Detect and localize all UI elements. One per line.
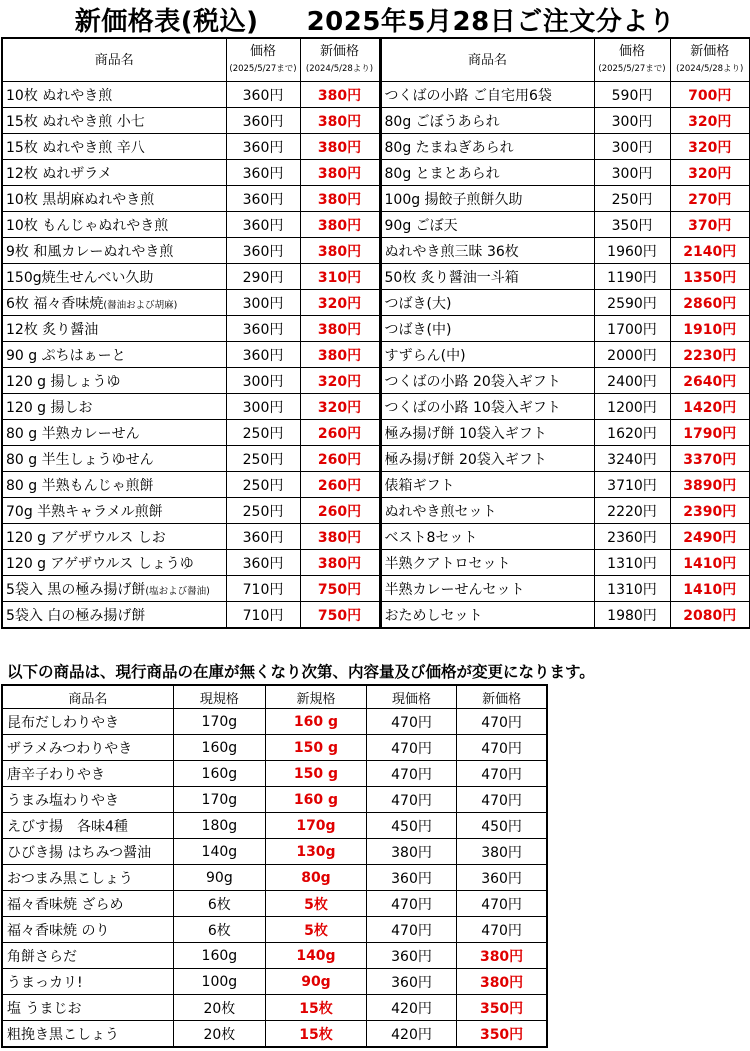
new-spec: 140g bbox=[266, 943, 367, 969]
current-price: 450円 bbox=[366, 813, 456, 839]
product-name-right bbox=[380, 472, 594, 498]
new-price-left: 320円 bbox=[300, 368, 380, 394]
header-product-name: 商品名 bbox=[2, 685, 173, 709]
product-name-text: ぬれやき煎三昧 36枚 bbox=[384, 243, 519, 260]
new-price: 360円 bbox=[457, 865, 547, 891]
product-name-text: 12枚 ぬれザラメ bbox=[6, 165, 112, 182]
product-name-text: 90g ごぼ天 bbox=[384, 217, 458, 234]
product-name-text: つくばの小路 20袋入ギフト bbox=[384, 373, 561, 390]
product-name: ひびき揚 はちみつ醤油 bbox=[2, 839, 173, 865]
old-price-left: 360円 bbox=[226, 186, 300, 212]
product-name-text: 15枚 ぬれやき煎 辛八 bbox=[6, 139, 145, 156]
product-name-right bbox=[380, 368, 594, 394]
product-name-right bbox=[380, 212, 594, 238]
current-spec: 6枚 bbox=[173, 917, 265, 943]
new-price-right: 2490円 bbox=[670, 524, 750, 550]
new-price-left: 750円 bbox=[300, 576, 380, 602]
old-price-left: 710円 bbox=[226, 602, 300, 629]
price-table-header bbox=[2, 38, 750, 82]
old-price-left: 250円 bbox=[226, 446, 300, 472]
new-price-right: 1790円 bbox=[670, 420, 750, 446]
table-row bbox=[2, 813, 547, 839]
new-spec: 15枚 bbox=[266, 995, 367, 1021]
product-name-left bbox=[2, 420, 226, 446]
new-price: 350円 bbox=[457, 995, 547, 1021]
product-name-text: 100g 揚餃子煎餅久助 bbox=[384, 191, 523, 208]
new-price-right: 2230円 bbox=[670, 342, 750, 368]
product-name-text: 80 g 半熟もんじゃ煎餅 bbox=[6, 477, 154, 494]
product-name-text: 俵箱ギフト bbox=[384, 477, 455, 494]
product-name-left bbox=[2, 550, 226, 576]
price-table bbox=[1, 37, 750, 629]
header-new-price-right: 新価格 (2024/5/28より) bbox=[670, 38, 750, 82]
new-price-left: 380円 bbox=[300, 212, 380, 238]
old-price-left: 300円 bbox=[226, 290, 300, 316]
header-price-right: 価格 (2025/5/27まで) bbox=[594, 38, 670, 82]
new-price-right: 2640円 bbox=[670, 368, 750, 394]
table-row bbox=[2, 550, 750, 576]
product-name-left bbox=[2, 186, 226, 212]
product-name-right bbox=[380, 342, 594, 368]
product-name-left bbox=[2, 264, 226, 290]
product-name: 塩 うまじお bbox=[2, 995, 173, 1021]
old-price-left: 300円 bbox=[226, 394, 300, 420]
new-spec: 90g bbox=[266, 969, 367, 995]
old-price-left: 360円 bbox=[226, 316, 300, 342]
product-name-left bbox=[2, 472, 226, 498]
new-price: 450円 bbox=[457, 813, 547, 839]
table-row bbox=[2, 865, 547, 891]
old-price-left: 360円 bbox=[226, 238, 300, 264]
product-name: ザラメみつわりやき bbox=[2, 735, 173, 761]
new-price-left: 380円 bbox=[300, 108, 380, 134]
page-title bbox=[0, 0, 750, 38]
product-name-note: (醤油および胡麻) bbox=[103, 299, 178, 311]
spec-table-header bbox=[2, 685, 547, 709]
new-price-right: 320円 bbox=[670, 160, 750, 186]
table-row bbox=[2, 943, 547, 969]
product-name-text: 120 g アゲザウルス しょうゆ bbox=[6, 555, 194, 572]
old-price-right: 300円 bbox=[594, 108, 670, 134]
table-row bbox=[2, 446, 750, 472]
old-price-right: 1980円 bbox=[594, 602, 670, 629]
header-name: 商品名 bbox=[2, 38, 226, 82]
product-name-text: つばき(中) bbox=[384, 321, 452, 338]
current-price: 420円 bbox=[366, 1021, 456, 1048]
new-price-left: 380円 bbox=[300, 134, 380, 160]
product-name: うまっカリ! bbox=[2, 969, 173, 995]
spec-change-table bbox=[1, 684, 548, 1048]
product-name-left bbox=[2, 82, 226, 108]
table-row bbox=[2, 498, 750, 524]
old-price-left: 360円 bbox=[226, 550, 300, 576]
old-price-right: 2360円 bbox=[594, 524, 670, 550]
new-price: 470円 bbox=[457, 787, 547, 813]
current-spec: 170g bbox=[173, 787, 265, 813]
product-name-right bbox=[380, 238, 594, 264]
table-row bbox=[2, 134, 750, 160]
old-price-left: 300円 bbox=[226, 368, 300, 394]
old-price-left: 360円 bbox=[226, 134, 300, 160]
product-name-note: (塩および醤油) bbox=[145, 585, 210, 597]
old-price-left: 250円 bbox=[226, 472, 300, 498]
new-price-left: 260円 bbox=[300, 498, 380, 524]
current-spec: 160g bbox=[173, 761, 265, 787]
product-name-right bbox=[380, 602, 594, 629]
table-row bbox=[2, 316, 750, 342]
product-name-text: 10枚 もんじゃぬれやき煎 bbox=[6, 217, 169, 234]
table-row bbox=[2, 1021, 547, 1048]
table-row bbox=[2, 368, 750, 394]
current-price: 360円 bbox=[366, 865, 456, 891]
product-name-text: 5袋入 黒の極み揚げ餅 bbox=[6, 581, 146, 598]
product-name: うまみ塩わりやき bbox=[2, 787, 173, 813]
product-name: えびす揚 各味4種 bbox=[2, 813, 173, 839]
old-price-right: 2220円 bbox=[594, 498, 670, 524]
product-name-right bbox=[380, 82, 594, 108]
current-spec: 90g bbox=[173, 865, 265, 891]
new-price: 470円 bbox=[457, 735, 547, 761]
product-name-text: 極み揚げ餅 20袋入ギフト bbox=[384, 451, 547, 468]
current-price: 360円 bbox=[366, 969, 456, 995]
table-row bbox=[2, 264, 750, 290]
new-price: 470円 bbox=[457, 761, 547, 787]
new-price: 380円 bbox=[457, 969, 547, 995]
product-name-left bbox=[2, 108, 226, 134]
product-name-right bbox=[380, 394, 594, 420]
product-name: 福々香味焼 のり bbox=[2, 917, 173, 943]
new-price-left: 310円 bbox=[300, 264, 380, 290]
product-name-left bbox=[2, 134, 226, 160]
new-price: 380円 bbox=[457, 839, 547, 865]
new-price-left: 380円 bbox=[300, 550, 380, 576]
product-name-right bbox=[380, 550, 594, 576]
product-name-left bbox=[2, 446, 226, 472]
product-name-right bbox=[380, 108, 594, 134]
product-name-right bbox=[380, 160, 594, 186]
new-price-right: 270円 bbox=[670, 186, 750, 212]
old-price-right: 2000円 bbox=[594, 342, 670, 368]
product-name-right bbox=[380, 316, 594, 342]
product-name-text: つばき(大) bbox=[384, 295, 452, 312]
table-row bbox=[2, 761, 547, 787]
table-row bbox=[2, 394, 750, 420]
product-name-text: 120 g アゲザウルス しお bbox=[6, 529, 166, 546]
product-name: 粗挽き黒こしょう bbox=[2, 1021, 173, 1048]
table-row bbox=[2, 602, 750, 629]
current-spec: 100g bbox=[173, 969, 265, 995]
current-price: 470円 bbox=[366, 787, 456, 813]
new-spec: 170g bbox=[266, 813, 367, 839]
product-name-text: 6枚 福々香味焼 bbox=[6, 295, 104, 312]
current-price: 470円 bbox=[366, 709, 456, 735]
product-name-left bbox=[2, 342, 226, 368]
product-name-text: 5袋入 白の極み揚げ餅 bbox=[6, 607, 146, 624]
product-name-text: 半熟クアトロセット bbox=[384, 555, 511, 572]
new-price-right: 3890円 bbox=[670, 472, 750, 498]
product-name-text: 10枚 黒胡麻ぬれやき煎 bbox=[6, 191, 155, 208]
product-name-text: 半熟カレーせんセット bbox=[384, 581, 525, 598]
new-price: 470円 bbox=[457, 709, 547, 735]
new-price-right: 2080円 bbox=[670, 602, 750, 629]
current-price: 470円 bbox=[366, 917, 456, 943]
old-price-left: 360円 bbox=[226, 212, 300, 238]
current-price: 380円 bbox=[366, 839, 456, 865]
change-notice: 以下の商品は、現行商品の在庫が無くなり次第、内容量及び価格が変更になります。 bbox=[7, 663, 595, 681]
header-price: 価格 (2025/5/27まで) bbox=[226, 38, 300, 82]
new-price-left: 380円 bbox=[300, 160, 380, 186]
product-name-left bbox=[2, 576, 226, 602]
product-name-text: 90 g ぷちはぁーと bbox=[6, 347, 126, 364]
new-price: 470円 bbox=[457, 891, 547, 917]
old-price-right: 1960円 bbox=[594, 238, 670, 264]
old-price-right: 350円 bbox=[594, 212, 670, 238]
new-price-left: 320円 bbox=[300, 290, 380, 316]
product-name-right bbox=[380, 524, 594, 550]
new-price-left: 260円 bbox=[300, 446, 380, 472]
old-price-left: 710円 bbox=[226, 576, 300, 602]
old-price-left: 250円 bbox=[226, 420, 300, 446]
product-name-text: ベスト8セット bbox=[384, 529, 478, 546]
new-price-left: 380円 bbox=[300, 524, 380, 550]
product-name: 角餅さらだ bbox=[2, 943, 173, 969]
new-price-right: 700円 bbox=[670, 82, 750, 108]
product-name: 福々香味焼 ざらめ bbox=[2, 891, 173, 917]
new-spec: 130g bbox=[266, 839, 367, 865]
current-price: 470円 bbox=[366, 735, 456, 761]
old-price-right: 3710円 bbox=[594, 472, 670, 498]
old-price-right: 300円 bbox=[594, 160, 670, 186]
new-price-right: 3370円 bbox=[670, 446, 750, 472]
product-name-left bbox=[2, 212, 226, 238]
old-price-left: 360円 bbox=[226, 342, 300, 368]
header-new-spec: 新規格 bbox=[266, 685, 367, 709]
table-row bbox=[2, 576, 750, 602]
product-name-text: 極み揚げ餅 10袋入ギフト bbox=[384, 425, 547, 442]
product-name-text: 80g とまとあられ bbox=[384, 165, 500, 182]
product-name-text: 12枚 炙り醤油 bbox=[6, 321, 99, 338]
header-current-price: 現価格 bbox=[366, 685, 456, 709]
new-price-left: 260円 bbox=[300, 420, 380, 446]
new-price-left: 260円 bbox=[300, 472, 380, 498]
new-price-right: 320円 bbox=[670, 108, 750, 134]
product-name-left bbox=[2, 368, 226, 394]
new-price-right: 2390円 bbox=[670, 498, 750, 524]
header-new-price: 新価格 (2024/5/28より) bbox=[300, 38, 380, 82]
table-row bbox=[2, 891, 547, 917]
old-price-left: 360円 bbox=[226, 160, 300, 186]
product-name-right bbox=[380, 446, 594, 472]
new-price-right: 2140円 bbox=[670, 238, 750, 264]
old-price-left: 290円 bbox=[226, 264, 300, 290]
product-name: 昆布だしわりやき bbox=[2, 709, 173, 735]
product-name-left bbox=[2, 602, 226, 629]
table-row bbox=[2, 342, 750, 368]
new-price-right: 1350円 bbox=[670, 264, 750, 290]
table-row bbox=[2, 212, 750, 238]
table-row bbox=[2, 290, 750, 316]
product-name-right bbox=[380, 420, 594, 446]
new-spec: 80g bbox=[266, 865, 367, 891]
product-name-text: 150g焼生せんべい久助 bbox=[6, 269, 154, 286]
product-name-text: 70g 半熟キャラメル煎餅 bbox=[6, 503, 163, 520]
product-name-left bbox=[2, 238, 226, 264]
new-spec: 5枚 bbox=[266, 891, 367, 917]
old-price-right: 250円 bbox=[594, 186, 670, 212]
product-name-right bbox=[380, 576, 594, 602]
old-price-left: 360円 bbox=[226, 108, 300, 134]
table-row bbox=[2, 735, 547, 761]
product-name-text: 50枚 炙り醤油一斗箱 bbox=[384, 269, 519, 286]
new-price-left: 380円 bbox=[300, 342, 380, 368]
current-spec: 6枚 bbox=[173, 891, 265, 917]
new-price-right: 1910円 bbox=[670, 316, 750, 342]
current-price: 470円 bbox=[366, 761, 456, 787]
current-spec: 20枚 bbox=[173, 995, 265, 1021]
table-row bbox=[2, 709, 547, 735]
old-price-right: 2590円 bbox=[594, 290, 670, 316]
old-price-right: 1190円 bbox=[594, 264, 670, 290]
new-price-right: 370円 bbox=[670, 212, 750, 238]
product-name-text: つくばの小路 ご自宅用6袋 bbox=[384, 87, 552, 104]
table-row bbox=[2, 472, 750, 498]
product-name-text: 10枚 ぬれやき煎 bbox=[6, 87, 113, 104]
old-price-left: 360円 bbox=[226, 82, 300, 108]
current-spec: 140g bbox=[173, 839, 265, 865]
table-row bbox=[2, 839, 547, 865]
product-name-text: 80 g 半熟カレーせん bbox=[6, 425, 140, 442]
product-name-left bbox=[2, 290, 226, 316]
current-price: 360円 bbox=[366, 943, 456, 969]
table-row bbox=[2, 186, 750, 212]
product-name-text: 15枚 ぬれやき煎 小七 bbox=[6, 113, 145, 130]
new-price-left: 320円 bbox=[300, 394, 380, 420]
new-spec: 5枚 bbox=[266, 917, 367, 943]
new-price-right: 320円 bbox=[670, 134, 750, 160]
new-spec: 150 g bbox=[266, 761, 367, 787]
new-spec: 150 g bbox=[266, 735, 367, 761]
product-name-text: 9枚 和風カレーぬれやき煎 bbox=[6, 243, 174, 260]
product-name-text: つくばの小路 10袋入ギフト bbox=[384, 399, 561, 416]
table-row bbox=[2, 524, 750, 550]
old-price-right: 1310円 bbox=[594, 550, 670, 576]
current-price: 470円 bbox=[366, 891, 456, 917]
new-spec: 160 g bbox=[266, 787, 367, 813]
new-price-right: 2860円 bbox=[670, 290, 750, 316]
old-price-left: 250円 bbox=[226, 498, 300, 524]
new-price-left: 380円 bbox=[300, 186, 380, 212]
current-spec: 180g bbox=[173, 813, 265, 839]
table-row bbox=[2, 108, 750, 134]
product-name-text: おためしセット bbox=[384, 607, 483, 624]
product-name-text: 80 g 半生しょうゆせん bbox=[6, 451, 154, 468]
current-spec: 160g bbox=[173, 735, 265, 761]
product-name-text: 120 g 揚しょうゆ bbox=[6, 373, 121, 390]
old-price-right: 1310円 bbox=[594, 576, 670, 602]
table-row bbox=[2, 82, 750, 108]
header-new-price-spec: 新価格 bbox=[457, 685, 547, 709]
old-price-right: 590円 bbox=[594, 82, 670, 108]
new-price-right: 1410円 bbox=[670, 576, 750, 602]
new-price: 380円 bbox=[457, 943, 547, 969]
current-price: 420円 bbox=[366, 995, 456, 1021]
new-price-left: 750円 bbox=[300, 602, 380, 629]
product-name-text: 120 g 揚しお bbox=[6, 399, 93, 416]
product-name-text: 80g ごぼうあられ bbox=[384, 113, 500, 130]
old-price-right: 1700円 bbox=[594, 316, 670, 342]
product-name-left bbox=[2, 160, 226, 186]
new-price-left: 380円 bbox=[300, 238, 380, 264]
product-name-right bbox=[380, 186, 594, 212]
product-name-text: 80g たまねぎあられ bbox=[384, 139, 514, 156]
table-row bbox=[2, 420, 750, 446]
new-price-right: 1410円 bbox=[670, 550, 750, 576]
old-price-right: 1200円 bbox=[594, 394, 670, 420]
table-row bbox=[2, 238, 750, 264]
product-name-left bbox=[2, 524, 226, 550]
old-price-right: 1620円 bbox=[594, 420, 670, 446]
product-name-right bbox=[380, 290, 594, 316]
new-spec: 160 g bbox=[266, 709, 367, 735]
current-spec: 170g bbox=[173, 709, 265, 735]
table-row bbox=[2, 787, 547, 813]
product-name-right bbox=[380, 264, 594, 290]
current-spec: 160g bbox=[173, 943, 265, 969]
new-price-left: 380円 bbox=[300, 316, 380, 342]
table-row bbox=[2, 995, 547, 1021]
new-price-left: 380円 bbox=[300, 82, 380, 108]
old-price-right: 3240円 bbox=[594, 446, 670, 472]
title-right: 2025年5月28日ご注文分より bbox=[306, 6, 676, 37]
old-price-right: 300円 bbox=[594, 134, 670, 160]
product-name-text: すずらん(中) bbox=[384, 347, 466, 364]
product-name-right bbox=[380, 498, 594, 524]
product-name: おつまみ黒こしょう bbox=[2, 865, 173, 891]
product-name-left bbox=[2, 316, 226, 342]
table-row bbox=[2, 969, 547, 995]
old-price-left: 360円 bbox=[226, 524, 300, 550]
product-name-text: ぬれやき煎セット bbox=[384, 503, 497, 520]
product-name-right bbox=[380, 134, 594, 160]
new-price: 470円 bbox=[457, 917, 547, 943]
product-name: 唐辛子わりやき bbox=[2, 761, 173, 787]
product-name-left bbox=[2, 394, 226, 420]
product-name-left bbox=[2, 498, 226, 524]
header-name-right: 商品名 bbox=[380, 38, 594, 82]
new-price: 350円 bbox=[457, 1021, 547, 1048]
current-spec: 20枚 bbox=[173, 1021, 265, 1048]
table-row bbox=[2, 160, 750, 186]
new-price-right: 1420円 bbox=[670, 394, 750, 420]
header-current-spec: 現規格 bbox=[173, 685, 265, 709]
table-row bbox=[2, 917, 547, 943]
new-spec: 15枚 bbox=[266, 1021, 367, 1048]
title-left: 新価格表(税込) bbox=[74, 6, 259, 37]
old-price-right: 2400円 bbox=[594, 368, 670, 394]
